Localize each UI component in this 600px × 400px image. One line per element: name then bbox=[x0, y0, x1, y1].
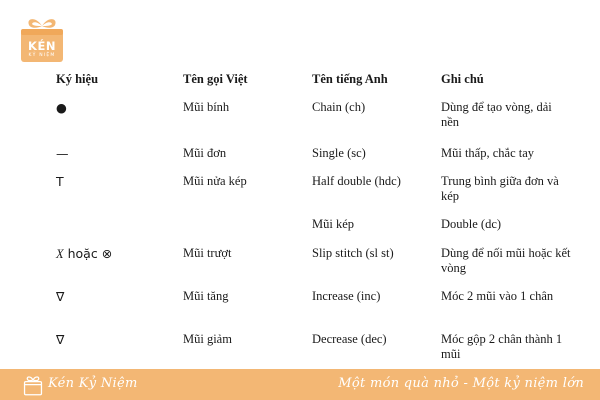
header-vietnamese-name: Tên gọi Việt bbox=[183, 72, 248, 86]
logo-name: KÉN bbox=[28, 39, 56, 53]
header-note: Ghi chú bbox=[441, 72, 484, 86]
stitch-english-name: Chain (ch) bbox=[312, 100, 366, 114]
stitch-english-name: Mũi kép bbox=[312, 217, 355, 231]
stitch-symbol: — bbox=[56, 146, 69, 161]
stitch-symbol: ● bbox=[56, 100, 67, 115]
stitch-vietnamese-name: Mũi bính bbox=[183, 100, 230, 114]
stitch-english-name: Half double (hdc) bbox=[312, 174, 401, 188]
stitch-english-name: Single (sc) bbox=[312, 146, 366, 160]
footer-bar bbox=[0, 369, 600, 400]
footer-brand-name: Kén Kỷ Niệm bbox=[48, 376, 138, 391]
stitch-vietnamese-name: Mũi tăng bbox=[183, 289, 229, 303]
stitch-english-name: Decrease (dec) bbox=[312, 332, 387, 346]
footer-slogan: Một món quà nhỏ - Một kỷ niệm lớn bbox=[338, 376, 584, 391]
stitch-vietnamese-name: Mũi đơn bbox=[183, 146, 227, 160]
stitch-symbol: ∇ bbox=[56, 332, 65, 347]
slip-stitch-x-symbol: X bbox=[56, 247, 64, 261]
stitch-symbol: ∇ bbox=[56, 289, 65, 304]
stitch-vietnamese-name: Mũi nửa kép bbox=[183, 174, 247, 188]
stitch-note: Double (dc) bbox=[441, 217, 502, 231]
logo-subtitle: KỶ NIỆM bbox=[28, 53, 56, 58]
brand-logo bbox=[16, 12, 68, 64]
stitch-symbol bbox=[56, 246, 176, 262]
stitch-note: Móc 2 mũi vào 1 chân bbox=[441, 289, 554, 303]
header-symbol: Ký hiệu bbox=[56, 72, 99, 86]
gift-box-icon bbox=[22, 374, 44, 396]
stitch-note: Móc gộp 2 chân thành 1 mũi bbox=[441, 332, 563, 361]
header-english-name: Tên tiếng Anh bbox=[312, 72, 388, 86]
stitch-note: Mũi thấp, chắc tay bbox=[441, 146, 535, 160]
stitch-note: Dùng để nối mũi hoặc kết vòng bbox=[441, 246, 571, 275]
slip-stitch-alt-symbol: hoặc ⊗ bbox=[63, 246, 113, 261]
stitch-english-name: Slip stitch (sl st) bbox=[312, 246, 394, 260]
stitch-note: Trung bình giữa đơn và kép bbox=[441, 174, 559, 203]
stitch-vietnamese-name: Mũi giảm bbox=[183, 332, 232, 346]
stitch-vietnamese-name: Mũi trượt bbox=[183, 246, 232, 260]
stitch-note: Dùng để tạo vòng, dải nền bbox=[441, 100, 552, 129]
stitch-symbol: T bbox=[56, 174, 64, 189]
stitch-english-name: Increase (inc) bbox=[312, 289, 381, 303]
